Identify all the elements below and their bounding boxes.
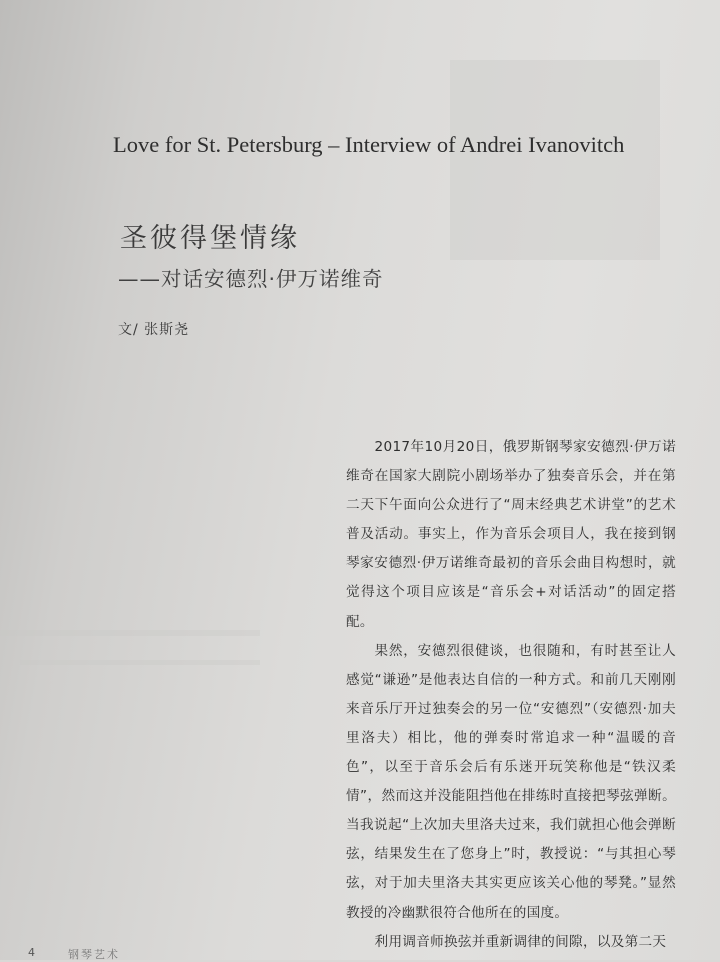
page-number: 4 — [28, 946, 35, 959]
publication-name: 钢琴艺术 — [68, 948, 120, 961]
chinese-title: 圣彼得堡情缘 — [120, 223, 300, 254]
chinese-subtitle: ——对话安德烈·伊万诺维奇 — [118, 267, 384, 291]
article-body — [346, 433, 676, 957]
paragraph-2: 果然，安德烈很健谈，也很随和，有时甚至让人感觉“谦逊”是他表达自信的一种方式。和前几天刚刚来音乐厅开过独奏会的另一位“安德烈”（安德烈·加夫里洛夫）相比，他的弹奏时常追求一种“温暖的音色”，以至于音乐会后有乐迷开玩笑称他是“铁汉柔情”，然而这并没能阻挡他在排练时直接把琴弦弹断。当我说起“上次加夫里洛夫过来，我们就担心他会弹断弦，结果发生在了您身上”时，教授说：“与其担心琴弦，对于加夫里洛夫其实更应该关心他的琴凳。”显然教授的冷幽默很符合他所在的国度。 — [346, 642, 676, 921]
byline: 文/ 张斯尧 — [118, 322, 190, 338]
paragraph-1: 2017年10月20日，俄罗斯钢琴家安德烈·伊万诺维奇在国家大剧院小剧场举办了独奏音乐会，并在第二天下午面向公众进行了“周末经典艺术讲堂”的艺术普及活动。事实上，作为音乐会项目人，我在接到钢琴家安德烈·伊万诺维奇最初的音乐会曲目构想时，就觉得这个项目应该是“音乐会+对话活动”的固定搭配。 — [346, 439, 676, 630]
english-title: Love for St. Petersburg – Interview of Andrei Ivanovitch — [113, 132, 625, 157]
bleed-through-line — [0, 630, 260, 636]
paragraph-3: 利用调音师换弦并重新调律的间隙，以及第二天 — [374, 933, 667, 950]
bleed-through-line — [20, 660, 260, 665]
